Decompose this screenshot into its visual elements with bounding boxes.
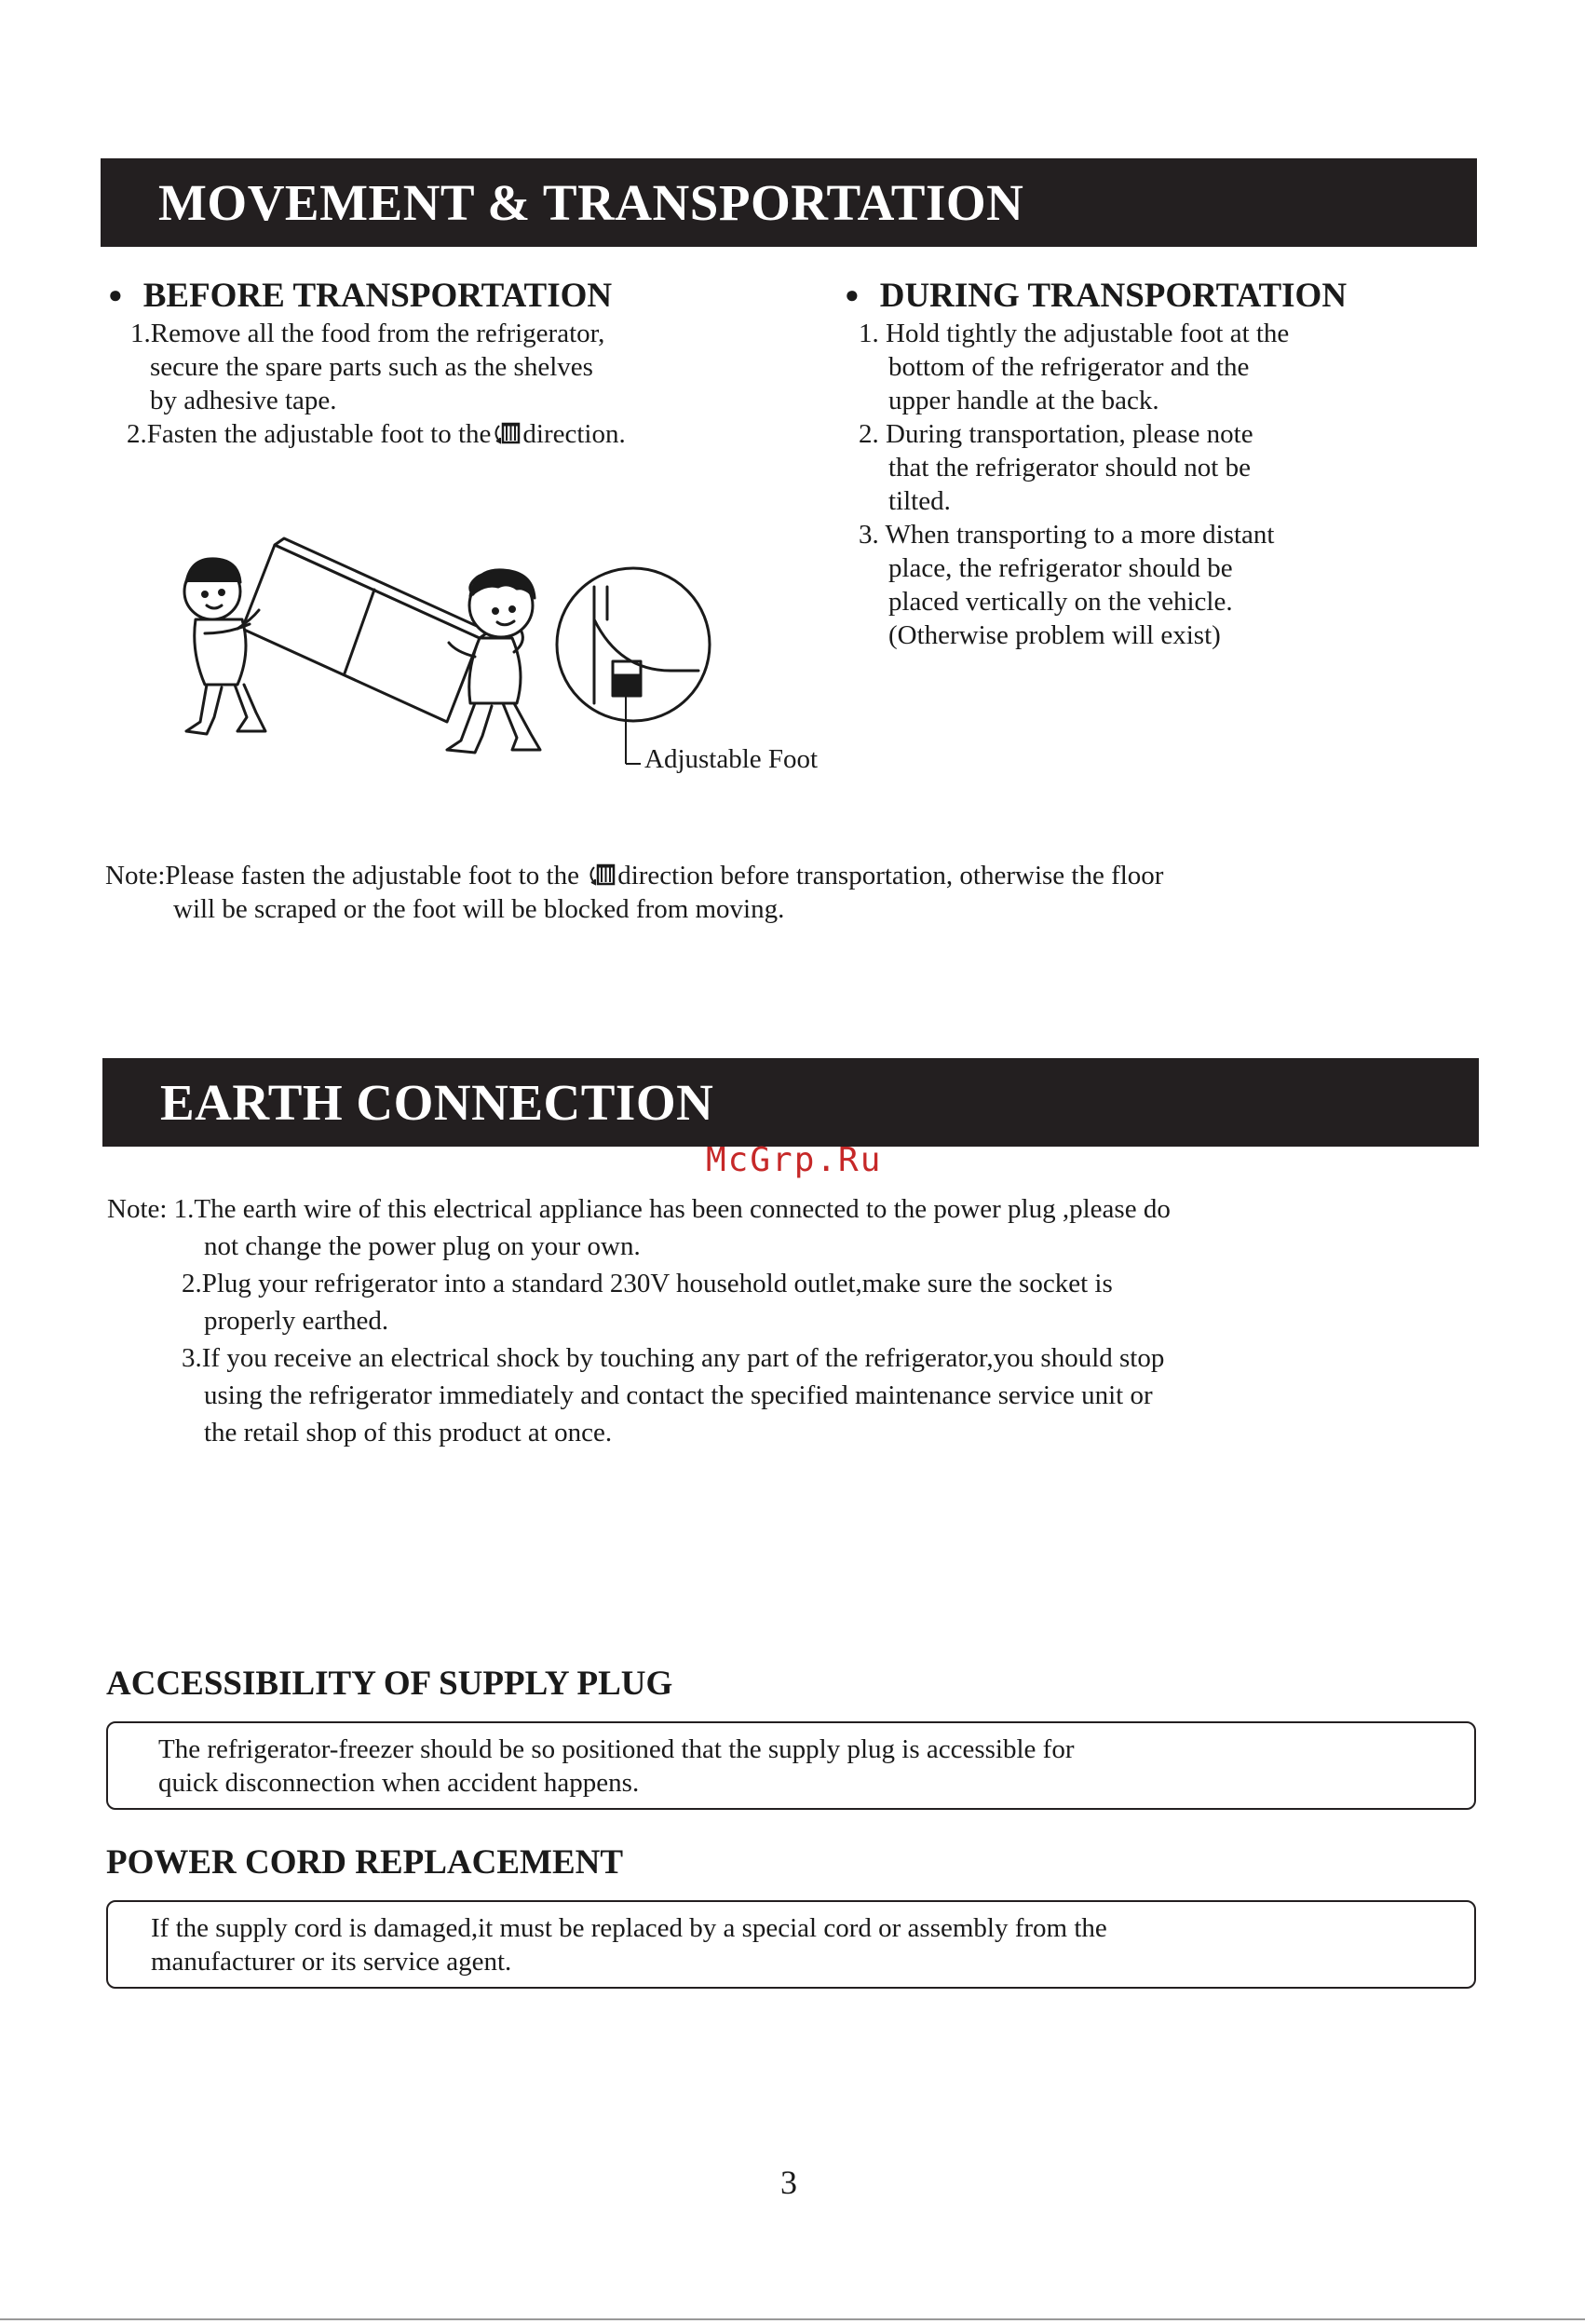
- cord-line1: If the supply cord is damaged,it must be replaced by a special cord or assembly from the: [151, 1913, 1107, 1943]
- page-number: 3: [780, 2164, 797, 2201]
- movement-note-line2: will be scraped or the foot will be blocked from moving.: [173, 894, 785, 924]
- movement-note: [105, 859, 1163, 926]
- bullet-icon: ●: [845, 281, 860, 308]
- adjustable-foot-label: Adjustable Foot: [644, 744, 819, 774]
- transport-illustration: [149, 531, 726, 782]
- cord-line2: manufacturer or its service agent.: [151, 1947, 512, 1977]
- movement-title-banner: [101, 158, 1477, 247]
- plug-heading: ACCESSIBILITY OF SUPPLY PLUG: [106, 1665, 673, 1703]
- during-item1-line1: 1. Hold tightly the adjustable foot at the: [859, 319, 1290, 348]
- during-item1-line3: upper handle at the back.: [888, 386, 1159, 415]
- during-item1-line2: bottom of the refrigerator and the: [888, 352, 1250, 382]
- cord-heading: POWER CORD REPLACEMENT: [106, 1843, 624, 1882]
- before-list: [127, 317, 626, 451]
- tighten-direction-icon: [491, 420, 522, 446]
- plug-text: [158, 1733, 1074, 1800]
- before-item1-line3: by adhesive tape.: [150, 386, 337, 415]
- during-item2-line2: that the refrigerator should not be: [888, 453, 1251, 482]
- during-item3-line2: place, the refrigerator should be: [888, 553, 1233, 583]
- earth-note1-line1: Note: 1.The earth wire of this electrical appliance has been connected to the power plug ,please do: [107, 1194, 1171, 1224]
- bottom-rule: [0, 2318, 1585, 2320]
- earth-note3-line1: 3.If you receive an electrical shock by touching any part of the refrigerator,you should stop: [182, 1343, 1165, 1373]
- movement-title: MOVEMENT & TRANSPORTATION: [158, 174, 1024, 231]
- movement-note-line1: Note:Please fasten the adjustable foot to the direction before transportation, otherwise the floor: [105, 861, 1164, 890]
- earth-title: EARTH CONNECTION: [160, 1074, 714, 1131]
- bullet-icon: ●: [108, 281, 123, 308]
- cord-text: [151, 1911, 1107, 1978]
- earth-note3-line2: using the refrigerator immediately and contact the specified maintenance service unit or: [204, 1380, 1153, 1410]
- earth-note2-line2: properly earthed.: [204, 1306, 389, 1336]
- during-item2-line3: tilted.: [888, 486, 951, 516]
- earth-notes: [107, 1190, 1171, 1451]
- during-item2-line1: 2. During transportation, please note: [859, 419, 1253, 449]
- watermark: McGrp.Ru: [706, 1141, 883, 1179]
- during-list: [859, 317, 1289, 652]
- before-item1-line2: secure the spare parts such as the shelves: [150, 352, 593, 382]
- during-item3-line1: 3. When transporting to a more distant: [859, 520, 1275, 550]
- during-item3-line3: placed vertically on the vehicle.: [888, 587, 1233, 617]
- earth-note2-line1: 2.Plug your refrigerator into a standard 230V household outlet,make sure the socket is: [182, 1269, 1113, 1298]
- during-item3-line4: (Otherwise problem will exist): [888, 620, 1221, 650]
- before-item2: 2.Fasten the adjustable foot to the direction.: [127, 419, 626, 449]
- plug-box: [106, 1721, 1476, 1810]
- plug-line1: The refrigerator-freezer should be so positioned that the supply plug is accessible for: [158, 1734, 1075, 1764]
- earth-title-banner: [102, 1058, 1479, 1147]
- earth-note3-line3: the retail shop of this product at once.: [204, 1418, 613, 1447]
- before-item1-line1: 1.Remove all the food from the refrigerator,: [130, 319, 605, 348]
- tighten-direction-icon: [586, 862, 617, 888]
- before-heading: ● BEFORE TRANSPORTATION: [108, 277, 613, 315]
- plug-line2: quick disconnection when accident happens.: [158, 1768, 640, 1798]
- cord-box: [106, 1900, 1476, 1989]
- earth-note1-line2: not change the power plug on your own.: [204, 1231, 641, 1261]
- during-heading: ● DURING TRANSPORTATION: [845, 277, 1348, 315]
